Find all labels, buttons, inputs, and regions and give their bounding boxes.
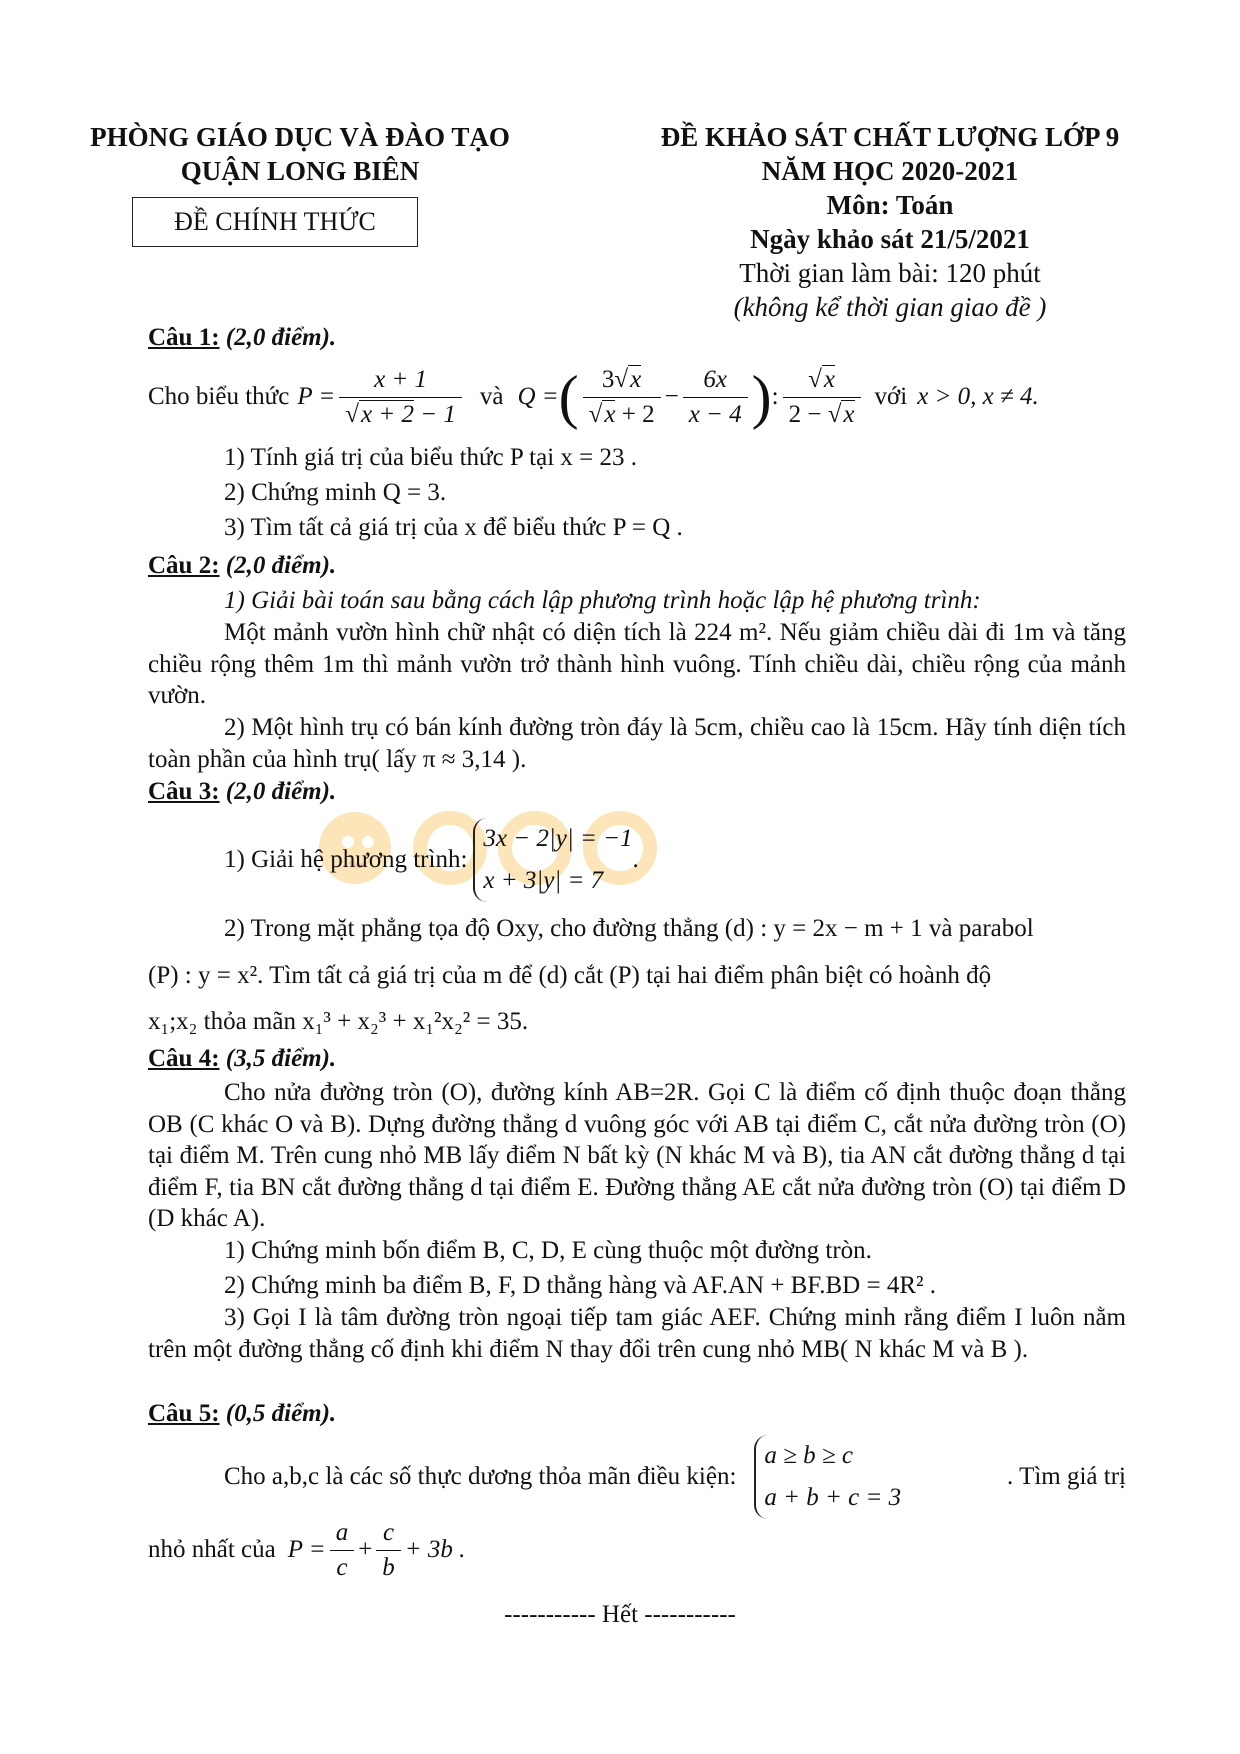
q-fraction-1: $\frac{3√x}{√x + 2}$ <box>583 363 661 432</box>
q4-intro: Cho nửa đường tròn (O), đường kính AB=2R. Gọi C là điểm cố định thuộc đoạn thẳng OB (C khác O và B). Dựng đường thẳng d vuông góc với AB tại điểm C, cắt nửa đường tròn (O) tại điểm M. Trên cung nhỏ MB lấy điểm N bất kỳ (N khác M và B), tia AN cắt đường thẳng d tại điểm F, tia BN cắt đường thẳng d tại điểm E. Đường thẳng AE cắt nửa đường tròn (O) tại điểm D (D khác A). <box>148 1079 1126 1232</box>
q1-heading <box>148 324 336 352</box>
q4-heading <box>148 1045 336 1073</box>
q1-points: (2,0 điểm). <box>225 324 337 351</box>
department-line2: QUẬN LONG BIÊN <box>180 156 420 186</box>
q1-condition-word: với <box>874 383 908 410</box>
official-exam-box: ĐỀ CHÍNH THỨC <box>132 197 418 247</box>
q4-item1: 1) Chứng minh bốn điểm B, C, D, E cùng thuộc một đường tròn. <box>224 1237 872 1264</box>
q2-points: (2,0 điểm). <box>225 552 337 579</box>
end-marker: ----------- Hết ----------- <box>504 1601 736 1628</box>
q3-item2-line1: 2) Trong mặt phẳng tọa độ Oxy, cho đường thẳng (d) : y = 2x − m + 1 và parabol <box>224 915 1034 942</box>
q-equals: Q = <box>517 383 559 410</box>
q2-item1-text: Một mảnh vườn hình chữ nhật có diện tích là 224 m². Nếu giảm chiều dài đi 1m và tăng chiều rộng thêm 1m thì mảnh vườn trở thành hình vuông. Tính chiều dài, chiều rộng của mảnh vườn. <box>148 619 1126 709</box>
subject: Môn: Toán <box>826 190 954 220</box>
p-equals: P = <box>297 383 336 410</box>
q5-fraction-c-b: $\frac{c}{b}$ <box>376 1516 401 1585</box>
q3-points: (2,0 điểm). <box>225 778 337 805</box>
q2-heading <box>148 552 336 580</box>
q5-line1-end: . Tìm giá trị <box>1007 1463 1126 1490</box>
q5-heading <box>148 1400 336 1428</box>
q1-intro: Cho biểu thức <box>148 383 290 410</box>
p-min-expression: P = <box>287 1536 326 1563</box>
q2-item1-title: 1) Giải bài toán sau bằng cách lập phương trình hoặc lập hệ phương trình: <box>224 587 981 614</box>
q5-label: Câu 5: <box>148 1400 220 1427</box>
q1-item2: 2) Chứng minh Q = 3. <box>224 479 447 506</box>
q1-condition: x > 0, x ≠ 4. <box>917 383 1039 410</box>
q4-item3: 3) Gọi I là tâm đường tròn ngoại tiếp tam giác AEF. Chứng minh rằng điểm I luôn nằm trên một đường thẳng cố định khi điểm N thay đổi trên cung nhỏ MB( N khác M và B ). <box>148 1304 1126 1363</box>
q4-item2: 2) Chứng minh ba điểm B, F, D thẳng hàng và AF.AN + BF.BD = 4R² . <box>224 1272 936 1299</box>
q1-item1: 1) Tính giá trị của biểu thức P tại x = 23 . <box>224 444 637 471</box>
q5-line2-text: nhỏ nhất của <box>148 1536 276 1563</box>
exam-title-block <box>620 120 1160 324</box>
q4-points: (3,5 điểm). <box>225 1045 337 1072</box>
q5-eq2: a + b + c = 3 <box>764 1484 902 1511</box>
q1-label: Câu 1: <box>148 324 220 351</box>
q-fraction-3: $\frac{√x}{2 - √x}$ <box>783 363 861 432</box>
department-line1: PHÒNG GIÁO DỤC VÀ ĐÀO TẠO <box>90 122 510 152</box>
duration: Thời gian làm bài: 120 phút <box>739 258 1041 288</box>
q3-item1-text: 1) Giải hệ phương trình: <box>224 846 468 873</box>
exam-title: ĐỀ KHẢO SÁT CHẤT LƯỢNG LỚP 9 <box>660 122 1120 152</box>
duration-note: (không kể thời gian giao đề ) <box>733 292 1047 322</box>
q3-eq2: x + 3|y| = 7 <box>483 867 604 894</box>
q5-line1-text: Cho a,b,c là các số thực dương thỏa mãn điều kiện: <box>224 1463 737 1490</box>
q5-fraction-a-c: $\frac{a}{c}$ <box>330 1516 355 1585</box>
q2-item2-text: 2) Một hình trụ có bán kính đường tròn đáy là 5cm, chiều cao là 15cm. Hãy tính diện tích toàn phần của hình trụ( lấy π ≈ 3,14 ). <box>148 714 1126 773</box>
q-fraction-2: $\frac{6x}{x - 4}$ <box>683 363 748 432</box>
q3-heading <box>148 778 336 806</box>
q1-item3: 3) Tìm tất cả giá trị của x để biểu thức P = Q . <box>224 514 683 541</box>
q1-expression-line: Cho biểu thức P = $\frac{x + 1}{√x + 2 - 1}$ và Q = ( $\frac{3√x}{√x + 2}$ − $\frac{6x}{x - 4}$ ) : $\frac{√x}{2 - √x}$ với x > 0, x ≠ 4. <box>148 364 1039 430</box>
q5-line1 <box>224 1432 1126 1522</box>
q1-and: và <box>479 383 504 410</box>
q3-system <box>473 818 632 902</box>
q5-line2: nhỏ nhất của P = $\frac{a}{c}$ + $\frac{c}{b}$ + 3b . <box>148 1510 465 1590</box>
p-fraction: $\frac{x + 1}{√x + 2 - 1}$ <box>339 363 462 432</box>
q3-item2-line3: x₁;x₂ thỏa mãn x₁³ + x₂³ + x₁²x₂² = 35. <box>148 1008 529 1035</box>
q4-label: Câu 4: <box>148 1045 220 1072</box>
department-name <box>60 120 540 188</box>
q2-label: Câu 2: <box>148 552 220 579</box>
exam-date: Ngày khảo sát 21/5/2021 <box>750 224 1030 254</box>
q3-eq1: 3x − 2|y| = −1 <box>483 825 633 852</box>
q5-system <box>754 1435 901 1519</box>
q3-item2-line2: (P) : y = x². Tìm tất cả giá trị của m để (d) cắt (P) tại hai điểm phân biệt có hoành độ <box>148 962 992 989</box>
q3-item1: 1) Giải hệ phương trình: 3x − 2|y| = −1 x + 3|y| = 7 . <box>224 815 639 905</box>
q3-label: Câu 3: <box>148 778 220 805</box>
q5-points: (0,5 điểm). <box>225 1400 337 1427</box>
q5-eq1: a ≥ b ≥ c <box>764 1442 853 1469</box>
school-year: NĂM HỌC 2020-2021 <box>761 156 1019 186</box>
